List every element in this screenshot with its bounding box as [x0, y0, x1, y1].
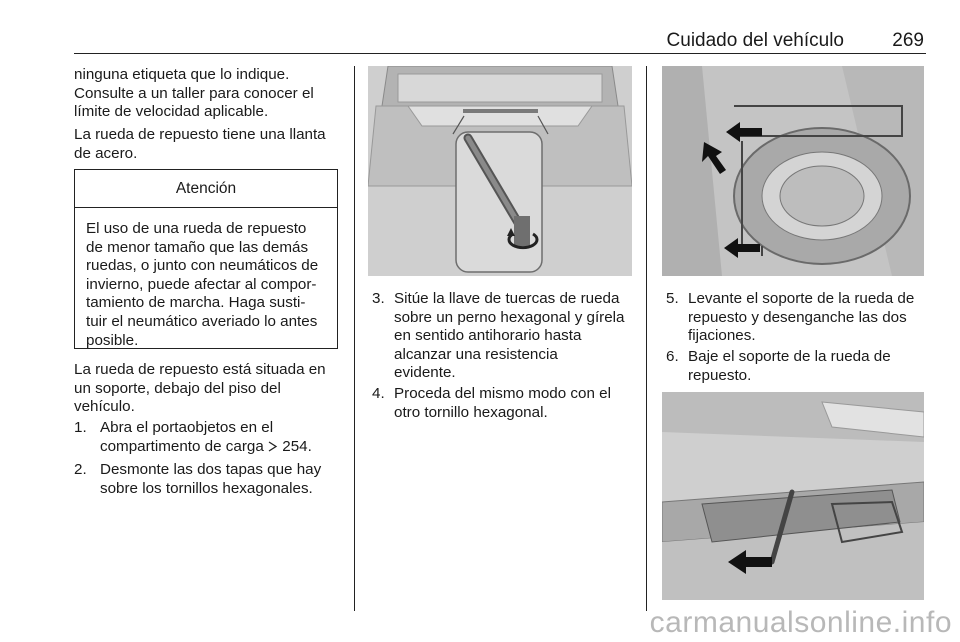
wrench-illustration — [368, 66, 632, 276]
intro-paragraph: ninguna etiqueta que lo indique. Consulte a un taller para conocer el límite de velocidad aplicable. — [74, 66, 314, 121]
warning-title: Atención — [75, 170, 337, 208]
column-divider-1 — [354, 66, 355, 611]
carrier-illustration — [662, 66, 924, 276]
header-divider — [74, 53, 926, 54]
warning-box — [74, 169, 338, 349]
page-header — [74, 30, 924, 52]
wrench-figure — [368, 66, 632, 276]
page-number: 269 — [892, 30, 924, 51]
carrier-figure — [662, 66, 924, 276]
lowering-illustration — [662, 392, 924, 600]
page-ref-icon — [268, 441, 278, 452]
watermark: carmanualsonline.info — [649, 606, 952, 639]
warning-text: El uso de una rueda de repuesto de menor tamaño que las demás ruedas, o junto con neumáticos de invierno, puede afectar al compor- tamiento de marcha. Haga susti- tuir el neumático averiado lo antes posible. — [86, 220, 319, 349]
steel-rim-paragraph: La rueda de repuesto tiene una llanta de acero. — [74, 126, 326, 162]
location-paragraph: La rueda de repuesto está situada en un soporte, debajo del piso del vehículo. — [74, 361, 326, 416]
page-ref-link[interactable]: 254. — [282, 437, 312, 455]
column-divider-2 — [646, 66, 647, 611]
lowering-figure — [662, 392, 924, 600]
section-title: Cuidado del vehículo — [666, 30, 844, 51]
